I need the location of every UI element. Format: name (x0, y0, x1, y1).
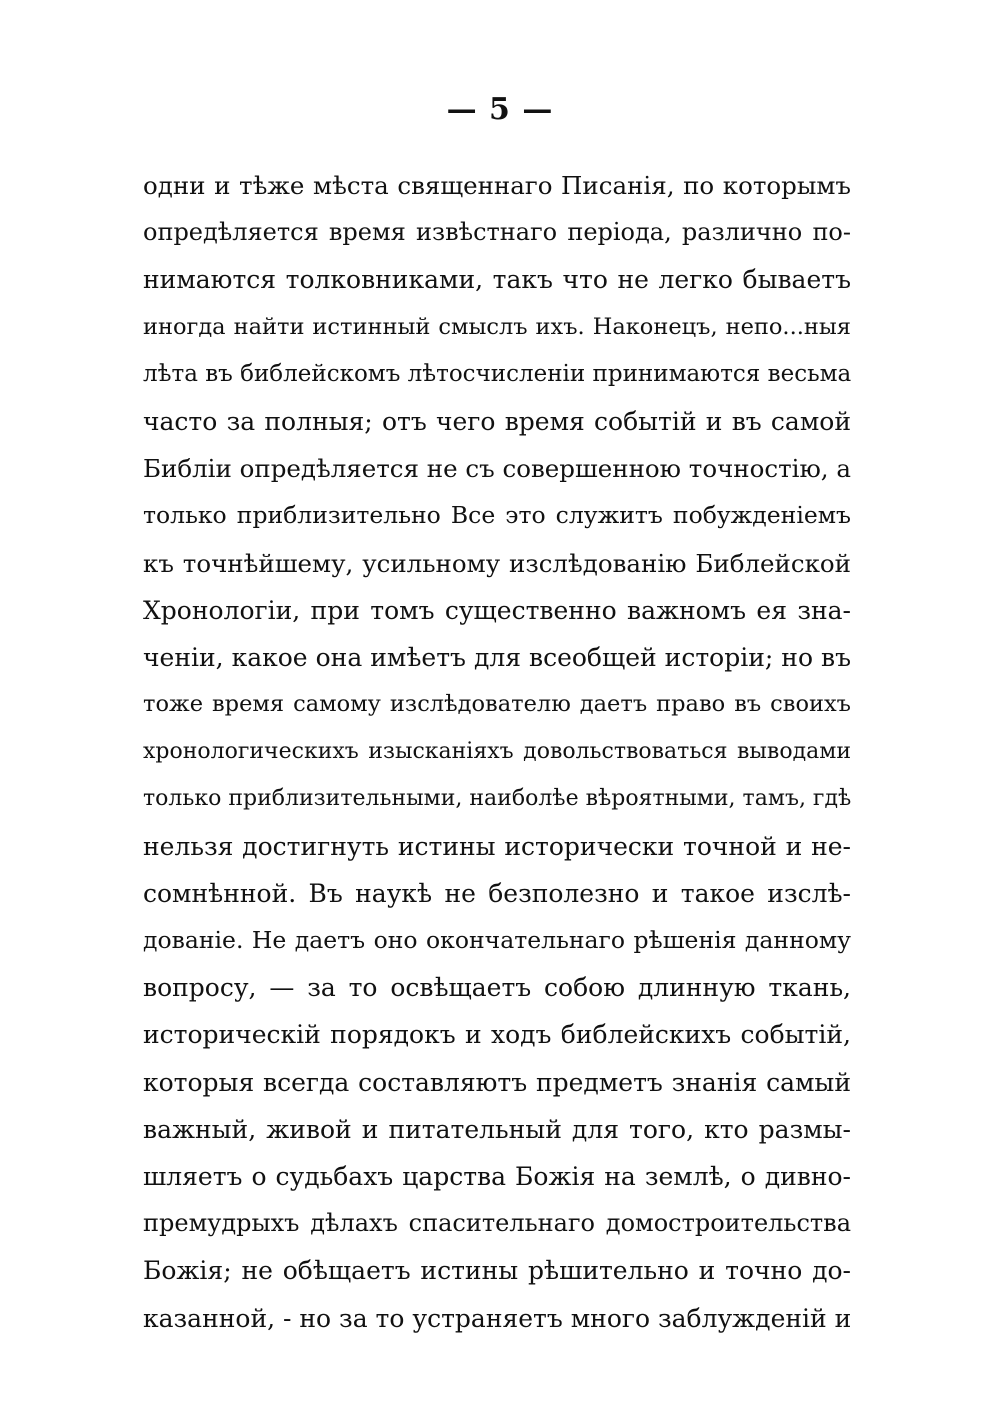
text-line: нимаются толковниками, такъ что не легко бываетъ (143, 265, 851, 295)
text-line: только приблизительными, наиболѣе вѣроятными, тамъ, гдѣ (143, 786, 851, 812)
body-text (143, 162, 851, 1342)
text-line: иногда найти истинный смыслъ ихъ. Наконецъ, непо...ныя (143, 313, 851, 340)
page-number: — 5 — (446, 92, 554, 127)
text-line: вопросу, — за то освѣщаетъ собою длинную ткань, (143, 973, 851, 1003)
text-line: шляетъ о судьбахъ царства Божія на землѣ, о дивно- (143, 1161, 851, 1191)
text-line: опредѣляется время извѣстнаго періода, различно по- (143, 218, 851, 247)
text-line: казанной, - но за то устраняетъ много заблужденій и (143, 1303, 851, 1333)
text-line: къ точнѣйшему, усильному изслѣдованію Библейской (143, 548, 851, 578)
text-line: сомнѣнной. Въ наукѣ не безполезно и такое изслѣ- (143, 878, 851, 908)
text-line: ченіи, какое она имѣетъ для всеобщей исторіи; но въ (143, 642, 851, 672)
text-line: часто за полныя; отъ чего время событій и въ самой (143, 406, 851, 436)
text-line: Хронологіи, при томъ существенно важномъ ея зна- (143, 595, 851, 625)
text-line: премудрыхъ дѣлахъ спасительнаго домостроительства (143, 1209, 851, 1238)
text-line: Божія; не обѣщаетъ истины рѣшительно и точно до- (143, 1256, 851, 1286)
text-line: только приблизительно Все это служитъ побужденіемъ (143, 501, 851, 530)
text-line: одни и тѣже мѣста священнаго Писанія, по которымъ (143, 171, 851, 200)
text-line: которыя всегда составляютъ предметъ знанія самый (143, 1067, 851, 1097)
text-line: нельзя достигнуть истины исторически точной и не- (143, 831, 851, 861)
text-line: важный, живой и питательный для того, кто размы- (143, 1114, 851, 1144)
text-line: хронологическихъ изысканіяхъ довольствоваться выводами (143, 739, 851, 765)
text-line: дованіе. Не даетъ оно окончательнаго рѣшенія данному (143, 926, 851, 954)
text-line: Библіи опредѣляется не съ совершенною точностію, а (143, 454, 851, 484)
text-line: тоже время самому изслѣдователю даетъ право въ своихъ (143, 691, 851, 718)
text-line: лѣта въ библейскомъ лѣтосчисленіи принимаются весьма (143, 360, 851, 387)
text-line: историческій порядокъ и ходъ библейскихъ событій, (143, 1020, 851, 1050)
